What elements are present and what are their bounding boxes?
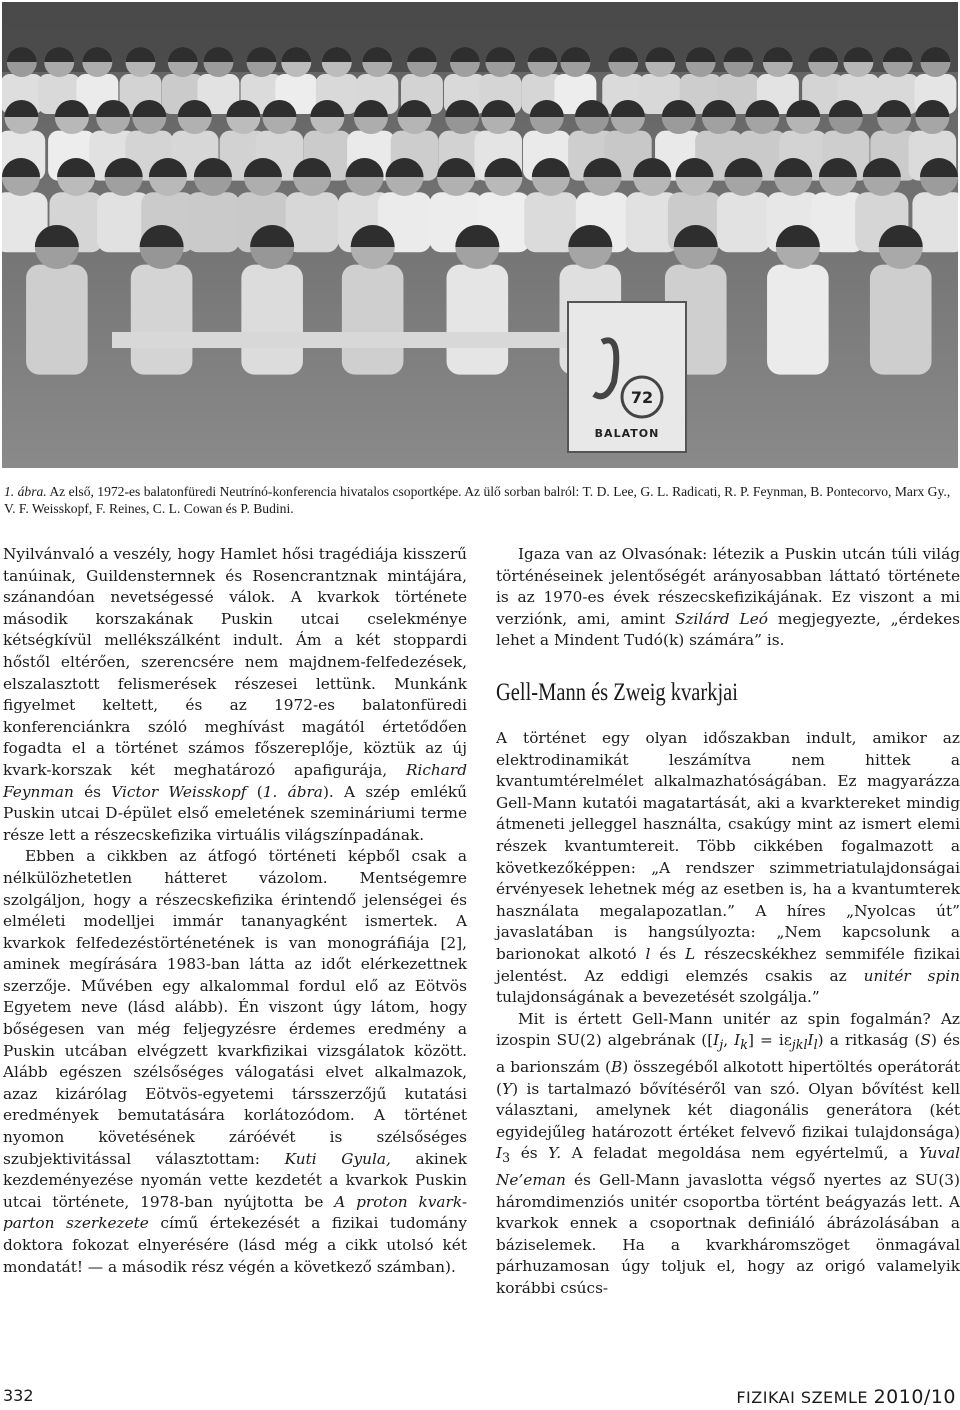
symbol-I: I	[734, 1031, 741, 1050]
text-run: ) is tartalmazó bővítéséről van szó. Olyan bővítést kell választani, amelynek két diagonális generátora (két egyidejűleg határozott értéket felvevő fizikai tulajdonsága)	[496, 1079, 960, 1141]
person-body	[717, 192, 770, 252]
text-run: ] = i	[747, 1031, 784, 1050]
name-szilard: Szilárd Leó	[675, 609, 768, 628]
right-column	[496, 544, 960, 1300]
balaton-sign	[568, 302, 686, 452]
text-run: részecskékhez semmiféle fizikai jelentést. Az eddigi elemzés csakis az	[496, 944, 960, 985]
text-run: ). A szép emlékű Puskin utcai D-épület első emeletének szemináriumi terme része lett a részecskefizika virtuális világszínpadának.	[3, 782, 467, 844]
journal-issue: 2010/10	[873, 1386, 956, 1408]
sign-number: 72	[630, 388, 654, 407]
symbol-l: l	[645, 944, 651, 963]
paragraph	[3, 544, 467, 846]
text-run: (	[246, 782, 263, 801]
person-body	[186, 192, 239, 252]
symbol-S: S	[920, 1031, 932, 1050]
text-run: tulajdonságának a bevezetését szolgálja.”	[496, 988, 820, 1007]
symbol-epsilon: ε	[783, 1031, 792, 1050]
paragraph	[496, 728, 960, 1009]
subscript: l	[813, 1038, 818, 1054]
text-run: és Gell-Mann javaslotta végső nyertes az SU(3) háromdimenziós unitér csoportba történt beágyazás lett. A kvarkok ennek a csoportnak definiáló ábrázolásában a báziselemek. Ha a kvarkháromszöget önmagával párhuzamosan úgy toljuk el, hogy az origó valamelyik korábbi csúcs-	[496, 1170, 960, 1297]
text-run: ) összegéből alkotott hipertöltés operátorát (	[496, 1057, 960, 1098]
left-column	[3, 544, 467, 1278]
sign-text: BALATON	[594, 427, 660, 440]
paragraph	[3, 846, 467, 1278]
symbol-L: L	[685, 944, 696, 963]
text-run: ,	[723, 1031, 735, 1050]
subscript: j	[719, 1038, 724, 1054]
text-run: akinek kezdeményezése nyomán vette kezdetét a kvarkok Puskin utcai története, 1978-ban nyújtotta be	[3, 1149, 467, 1211]
section-heading: Gell-Mann és Zweig kvarkjai	[496, 678, 738, 706]
text-run: és	[73, 782, 112, 801]
person-body	[26, 265, 88, 375]
paragraph	[496, 1009, 960, 1300]
subscript: jkl	[791, 1038, 808, 1054]
name-feynman: Richard Feynman	[3, 760, 467, 801]
symbol-Y: Y	[501, 1079, 513, 1098]
journal-name: FIZIKAI SZEMLE	[736, 1388, 868, 1407]
person-body	[870, 265, 932, 375]
caption-text: Az első, 1972-es balatonfüredi Neutrínó-konferencia hivatalos csoportképe. Az ülő sorban balról: T. D. Lee, G. L. Radicati, R. P. Feynman, B. Pontecorvo, Marx Gy., V. F. Weisskopf, F. Reines, C. L. Cowan és P. Budini.	[4, 484, 951, 516]
page-number: 332	[3, 1386, 34, 1405]
text-run: és	[650, 944, 686, 963]
text-run: A feladat megoldása nem egyértelmű, a	[561, 1144, 919, 1163]
person-body	[767, 265, 829, 375]
caption-label: 1. ábra.	[4, 484, 47, 499]
symbol-I: I	[496, 1144, 503, 1163]
paragraph	[496, 544, 960, 652]
person-body	[342, 265, 404, 375]
text-run: Igaza van az Olvasónak: létezik a Puskin utcán túli világ történéseinek jelentőségét arányosabban láttató története is az 1970-es évek részecskefizikájának. Ez viszont a mi verziónk, ami, amint	[496, 545, 960, 628]
name-neeman: Yuval Ne’eman	[496, 1144, 960, 1189]
group-photo	[2, 2, 958, 468]
person-body	[447, 265, 509, 375]
text-run: Ebben a cikkben az átfogó történeti képből csak a nélkülözhetetlen hátteret vázolom. Mentségemre szolgáljon, hogy a részecskefizika érintendő jelenségei és elméleti modelljei immár tananyagként ismertek. A kvarkok felfedezéstörténetének is van monográfiája [2], aminek megírására 1983-ban látta az időt elérkezettnek szerzője. Művében egy alkalommal fordul elő az Eötvös Egyetem neve (lásd alább). Én viszont úgy látom, hogy bőségesen van még feljegyzésre érdemes eredmény a Puskin utcában elvégzett kvarkfizikai vizsgálatok között. Alább egészen szélsőséges válogatási elvet alkalmazok, azaz kizárólag Eötvös-egyetemi társszerzőjű kutatási eredmények bemutatására korlátozódom. A történet nyomon követésének záróévét is szélsőséges szubjektivitással választottam:	[3, 847, 467, 1168]
name-weisskopf: Victor Weisskopf	[111, 782, 247, 801]
text-run: ) és a barionszám (	[496, 1031, 960, 1076]
symbol-I: I	[713, 1031, 720, 1050]
person-body	[241, 265, 303, 375]
term-unitary-spin: unitér spin	[863, 966, 960, 985]
crowd	[2, 47, 958, 375]
text-run: című értekezését a fizikai tudomány doktora fokozat elnyerésére (lásd még a cikk utolsó két mondatát! — a második rész végén a következő számban).	[3, 1214, 467, 1276]
text-run: megjegyezte, „érdekes lehet a Mindent Tudó(k) számára” is.	[496, 609, 960, 650]
journal-footer	[736, 1386, 956, 1408]
symbol-I: I	[807, 1031, 814, 1050]
figure-reference: 1. ábra	[262, 782, 323, 801]
text-run: A történet egy olyan időszakban indult, amikor az elektrodinamikát leszámítva nem hittek a kvantumtérelmélet alkalmazhatóságában. Ez magyarázza Gell-Mann kutatói magatartását, aki a kvarktereket mindig átmeneti jelleggel használta, csakúgy mint az ismert elemi részek kvantumtereit. Több cikkében fogalmazott a következőképpen: „A rendszer szimmetriatulajdonságai érvényesek lehetnek még az esetben is, ha a kvantumterek használata megalapozatlan.” A híres „Nyolcas út” javaslatában is hangsúlyozta: „Nem kapcsolunk a barionokat alkotó	[496, 728, 960, 963]
thesis-title: A proton kvark-parton szerkezete	[3, 1192, 467, 1233]
figure-caption	[4, 483, 956, 517]
text-run: ) a ritkaság (	[817, 1031, 921, 1050]
symbol-Y: Y.	[548, 1144, 562, 1163]
subscript: k	[740, 1038, 748, 1054]
name-kuti: Kuti Gyula,	[284, 1149, 391, 1168]
symbol-B: B	[610, 1057, 623, 1076]
text-run: Nyilvánvaló a veszély, hogy Hamlet hősi tragédiája kisszerű tanúinak, Guildensternnek és Rosencrantznak mintájára, szánandóan nevetségessé válok. A kvarkok története második korszakának Puskin utcai cselekménye kétségkívül mellékszálként indult. Ám a két stoppardi hőstől eltérően, szerencsére nem majdnem-felfedezések, elszalasztott felismerések részesei lettünk. Munkánk figyelmet keltett, és az 1972-es balatonfüredi konferenciánkra szóló meghívást magától értetődően fogadta el a történet számos főszereplője, köztük az új kvark-korszak két meghatározó apafigurája,	[3, 545, 467, 779]
text-run: Mit is értett Gell-Mann unitér az spin fogalmán? Az izospin SU(2) algebrának ([	[496, 1009, 960, 1050]
subscript: 3	[502, 1151, 511, 1167]
text-run: és	[510, 1144, 549, 1163]
person-body	[131, 265, 193, 375]
group-photo-graphic	[2, 2, 958, 468]
